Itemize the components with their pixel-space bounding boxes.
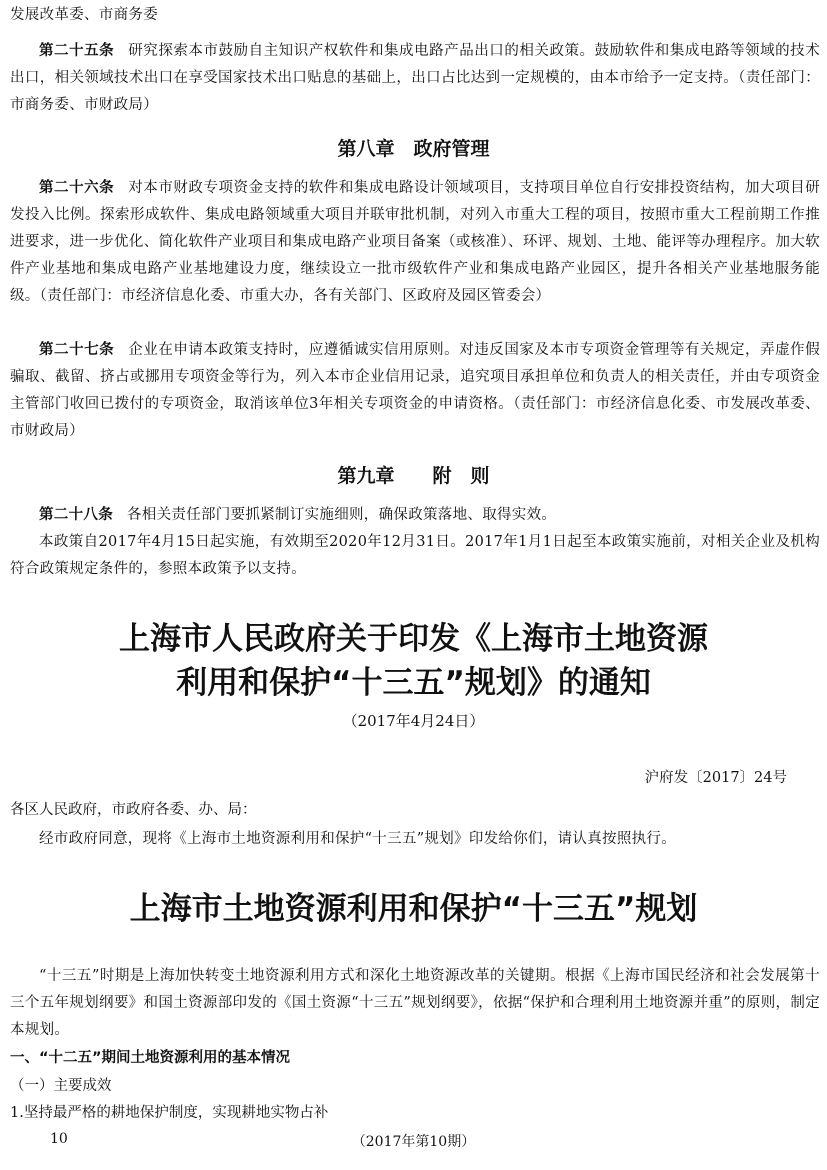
addressee: 各区人民政府，市政府各委、办、局： <box>10 802 257 818</box>
article-25 <box>10 38 820 119</box>
subsection-heading: （一）主要成效 <box>10 1078 112 1094</box>
chapter-9-title: 第九章 附 则 <box>337 465 490 487</box>
article-text: 企业在申请本政策支持时，应遵循诚实信用原则。对违反国家及本市专项资金管理等有关规定，弄虚作假骗取、截留、挤占或挪用专项资金等行为，列入本市企业信用记录，追究项目承担单位和负责人的相关责任，并由专项资金主管部门收回已拨付的专项资金，取消该单位3年相关专项资金的申请资格。（责任部门：市经济信息化委、市发展改革委、市财政局） <box>10 342 821 439</box>
notice-title-line-2: 利用和保护“十三五”规划》的通知 <box>176 665 651 701</box>
article-26 <box>10 175 820 310</box>
page-number: 10 <box>50 1131 68 1147</box>
article-28 <box>10 502 820 529</box>
issue-label: （2017年第10期） <box>351 1134 476 1150</box>
notice-date: （2017年4月24日） <box>342 712 485 730</box>
plan-intro: “十三五”时期是上海加快转变土地资源利用方式和深化土地资源改革的关键期。根据《上海市国民经济和社会发展第十三个五年规划纲要》和国土资源部印发的《国土资源“十三五”规划纲要》，依据“保护和合理利用土地资源并重”的原则，制定本规划。 <box>10 968 820 1038</box>
article-label: 第二十五条 <box>39 43 115 59</box>
document-number: 沪府发〔2017〕24号 <box>644 770 787 786</box>
article-text: 对本市财政专项资金支持的软件和集成电路设计领域项目，支持项目单位自行安排投资结构，加大项目研发投入比例。探索形成软件、集成电路领域重大项目并联审批机制，对列入市重大工程的项目，按照市重大工程前期工作推进要求，进一步优化、简化软件产业项目和集成电路产业项目备案（或核准）、环评、规划、土地、能评等办理程序。加大软件产业基地和集成电路产业基地建设力度，继续设立一批市级软件产业和集成电路产业园区，提升各相关产业基地服务能级。（责任部门：市经济信息化委、市重大办，各有关部门、区政府及园区管委会） <box>10 180 821 304</box>
article-label: 第二十六条 <box>39 180 115 196</box>
article-text: 各相关责任部门要抓紧制订实施细则，确保政策落地、取得实效。 <box>127 507 557 523</box>
article-label: 第二十七条 <box>39 342 115 358</box>
list-item-1: 1.坚持最严格的耕地保护制度，实现耕地实物占补 <box>10 1105 329 1121</box>
plan-title: 上海市土地资源利用和保护“十三五”规划 <box>129 891 698 927</box>
article-27 <box>10 337 820 445</box>
chapter-8-title: 第八章 政府管理 <box>337 138 490 160</box>
article-text: 研究探索本市鼓励自主知识产权软件和集成电路产品出口的相关政策。鼓励软件和集成电路等领域的技术出口，相关领域技术出口在享受国家技术出口贴息的基础上，出口占比达到一定规模的，由本市给予一定支持。（责任部门：市商务委、市财政局） <box>10 43 821 113</box>
article-label: 第二十八条 <box>39 507 113 523</box>
section-heading-1: 一、“十二五”期间土地资源利用的基本情况 <box>10 1050 291 1066</box>
notice-body: 经市政府同意，现将《上海市土地资源利用和保护“十三五”规划》印发给你们，请认真按照执行。 <box>39 831 677 847</box>
line-fragment: 发展改革委、市商务委 <box>10 7 158 23</box>
notice-title-line-1: 上海市人民政府关于印发《上海市土地资源 <box>119 621 708 657</box>
effective-clause: 本政策自2017年4月15日起实施，有效期至2020年12月31日。2017年1月1日起至本政策实施前，对相关企业及机构符合政策规定条件的，参照本政策予以支持。 <box>10 534 820 577</box>
